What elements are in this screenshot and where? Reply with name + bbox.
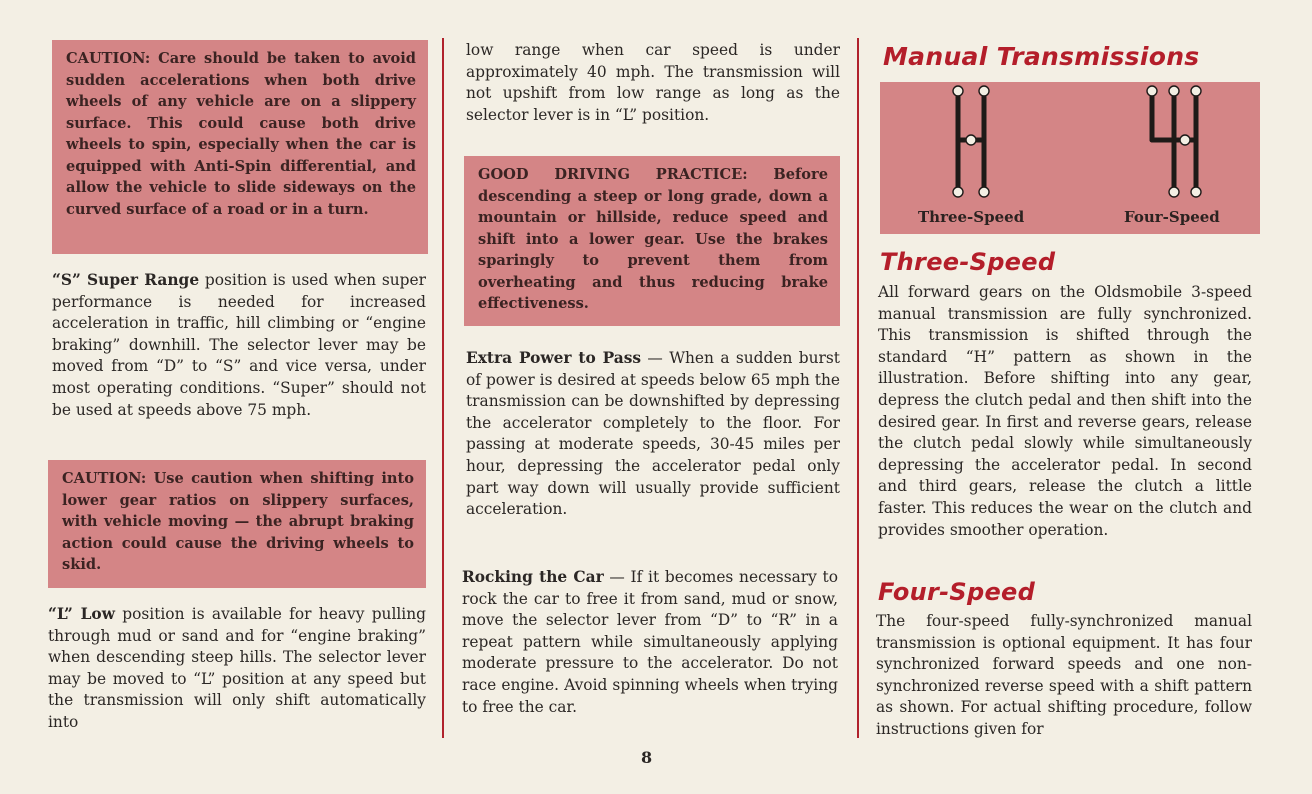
low-range-paragraph [48, 604, 426, 734]
super-range-text: position is used when super performance is needed for increased acceleration in traffic, hill climbing or “engine braking” downhill. The selector lever may be moved from “D” to “S” and vice versa, under most operating conditions. “Super” should not be used at speeds above 75 mph. [52, 271, 426, 419]
four-speed-paragraph: The four-speed fully-synchronized manual transmission is optional equipment. It has four synchronized forward speeds and one non-synchronized reverse speed with a shift pattern as shown. For actual shifting procedure, follow instructions given for [876, 612, 1252, 738]
page-number: 8 [641, 748, 653, 767]
manual-transmissions-heading: Manual Transmissions [883, 42, 1200, 71]
shift-pattern-diagram [880, 82, 1260, 234]
rocking-text: — If it becomes necessary to rock the car to free it from sand, mud or snow, move the selector lever from “D” to “R” in a repeat pattern while simultaneously applying moderate pressure to the accelerator. Do not race engine. Avoid spinning wheels when trying to free the car. [462, 568, 839, 716]
column-divider-left [442, 38, 444, 738]
three-speed-heading: Three-Speed [880, 248, 1056, 276]
low-range-continued: low range when car speed is under approximately 40 mph. The transmission will not upshift from low range as long as the selector lever is in “L” position. [466, 41, 840, 124]
four-speed-caption: Four-Speed [1124, 208, 1220, 226]
super-range-lead: “S” Super Range [52, 271, 200, 289]
rocking-paragraph [462, 567, 838, 718]
rocking-lead: Rocking the Car [462, 568, 604, 586]
extra-power-paragraph [466, 348, 840, 521]
column-divider-right [857, 38, 859, 738]
low-range-text: position is available for heavy pulling through mud or sand and for “engine braking” when descending steep hills. The selector lever may be moved to “L” position at any speed but the transmission will only shift automatically into [48, 605, 426, 731]
good-driving-practice-box: GOOD DRIVING PRACTICE: Before descending a steep or long grade, down a mountain or hillside, reduce speed and shift into a lower gear. Use the brakes sparingly to prevent them from overheating and thus reducing brake effectiveness. [464, 156, 840, 326]
super-range-paragraph [52, 270, 426, 421]
caution-box-lower-gear: CAUTION: Use caution when shifting into lower gear ratios on slippery surfaces, with vehicle moving — the abrupt braking action could cause the driving wheels to skid. [48, 460, 426, 588]
extra-power-text: — When a sudden burst of power is desired at speeds below 65 mph the transmission can be downshifted by depressing the accelerator completely to the floor. For passing at moderate speeds, 30-45 miles per hour, depressing the accelerator pedal only part way down will usually provide sufficient acceleration. [466, 349, 840, 519]
three-speed-caption: Three-Speed [918, 208, 1025, 226]
low-range-lead: “L” Low [48, 605, 115, 623]
three-speed-paragraph: All forward gears on the Oldsmobile 3-speed manual transmission are fully synchronized. This transmission is shifted through the standard “H” pattern as shown in the illustration. Before shifting into any gear, depress the clutch pedal and then shift into the desired gear. In first and reverse gears, release the clutch pedal slowly while simultaneously depressing the accelerator pedal. In second and third gears, release the clutch a little faster. This reduces the wear on the clutch and provides smoother operation. [878, 283, 1252, 539]
four-speed-heading: Four-Speed [878, 578, 1036, 606]
extra-power-lead: Extra Power to Pass [466, 349, 642, 367]
caution-box-slippery: CAUTION: Care should be taken to avoid sudden accelerations when both drive wheels of any vehicle are on a slippery surface. This could cause both drive wheels to spin, especially when the car is equipped with Anti-Spin differential, and allow the vehicle to slide sideways on the curved surface of a road or in a turn. [52, 40, 428, 254]
